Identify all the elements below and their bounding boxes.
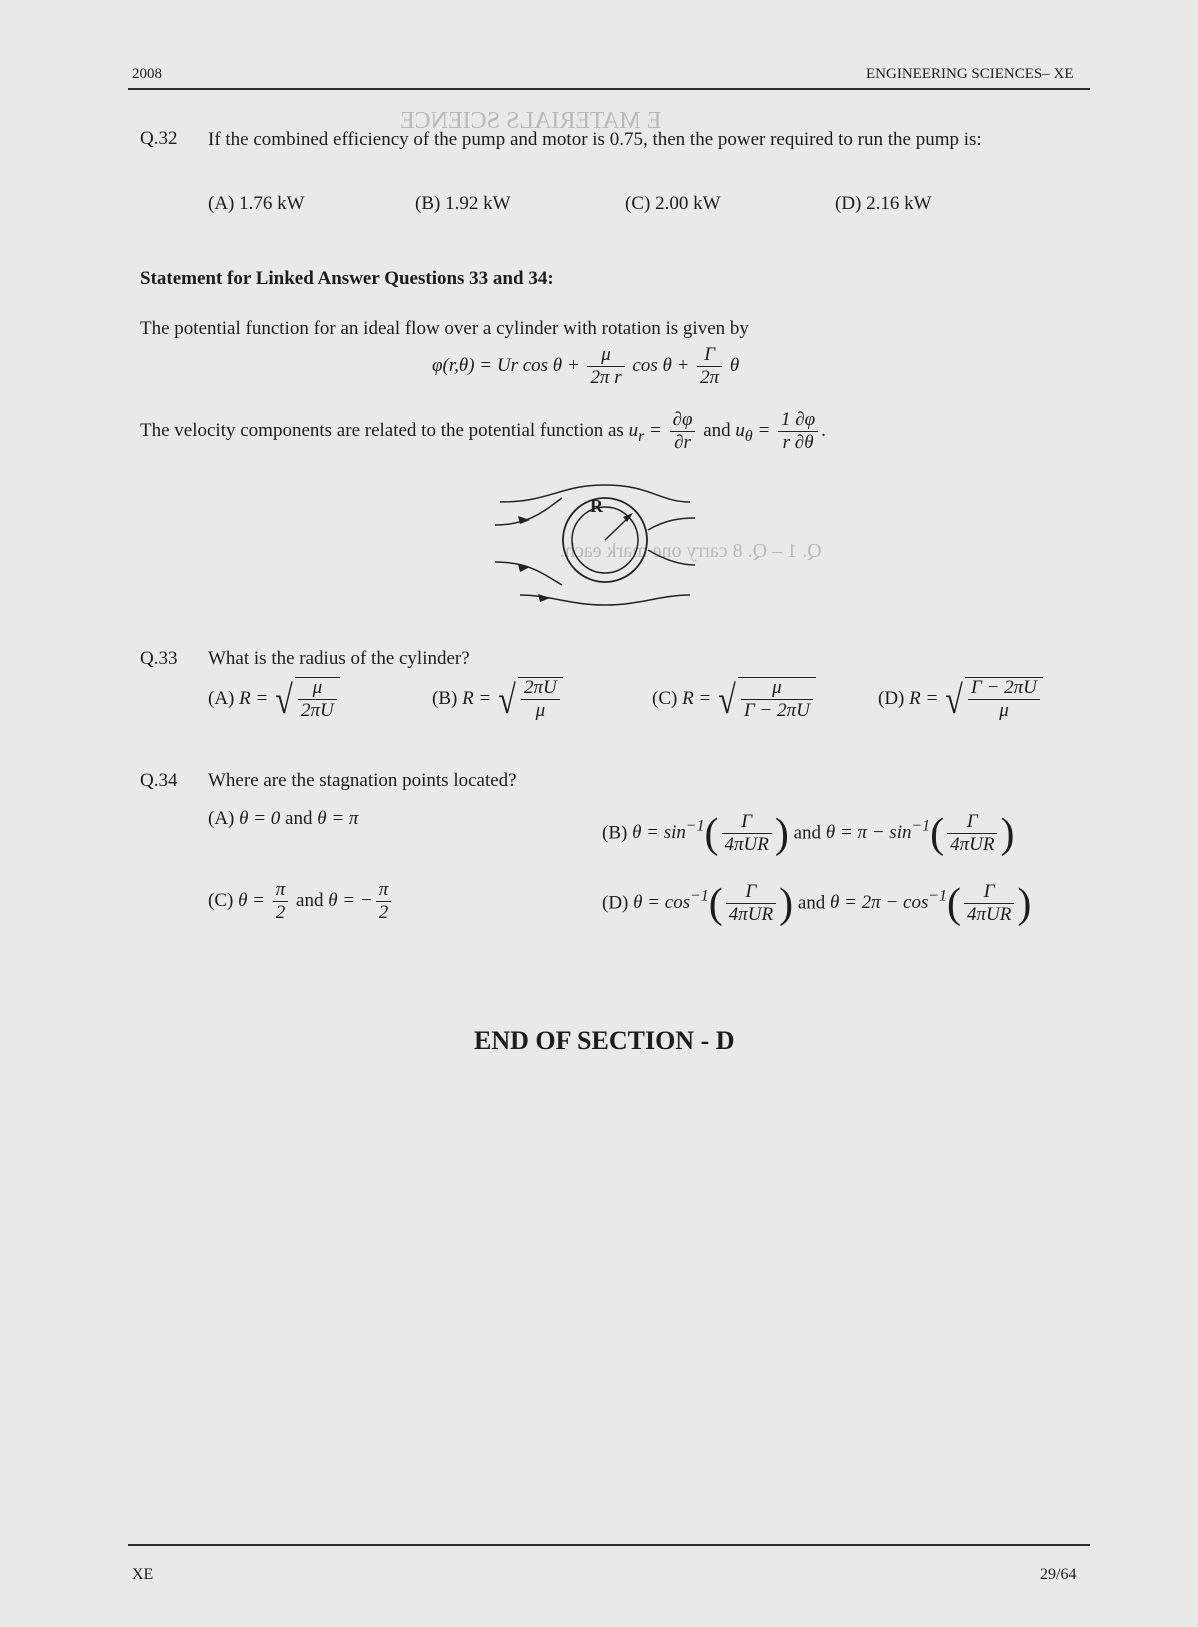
streamline-right-upper — [648, 518, 695, 530]
q33-option-d: (D) R = √ $\frac{\Gamma - 2\pi U}{\mu}$ — [878, 676, 1043, 723]
q34-option-a: (A) θ = 0 and θ = π — [208, 808, 359, 829]
q34-number: Q.34 — [140, 770, 178, 791]
velocity-line: The velocity components are related to the potential function as $u_r$ = $\frac{\partial\varphi}{\partial r}$ and $u_\theta$ = $\frac{1 \partial\varphi}{r \partial\theta}$ . — [140, 409, 826, 453]
q33-number: Q.33 — [140, 648, 178, 669]
q34-option-d: (D) $\theta = \cos^{-1}$( $\frac{\Gamma}{\text{4πUR}}$ ) and $\theta = 2\pi - \cos^{-1}$( $\frac{\Gamma}{\text{4πUR}}$ ) — [602, 881, 1032, 927]
header-rule — [128, 88, 1090, 90]
radius-label: R — [590, 496, 603, 516]
bleed-through-heading: E MATERIALS SCIENCE — [400, 108, 662, 134]
footer-rule — [128, 1544, 1090, 1546]
q32-option-b: (B) 1.92 kW — [415, 193, 511, 214]
q34-option-b: (B) $\theta = \sin^{-1}$( $\frac{\Gamma}{\text{4πUR}}$ ) and $\theta = \pi - \sin^{-1}$( $\frac{\Gamma}{\text{4πUR}}$ ) — [602, 811, 1015, 857]
linked-statement: The potential function for an ideal flow over a cylinder with rotation is given by — [140, 318, 749, 339]
header-year: 2008 — [132, 66, 162, 82]
radius-line — [605, 517, 629, 540]
cylinder-flow-diagram — [490, 480, 700, 610]
potential-equation: φ(r,θ) = Ur cos θ + $\frac{\mu}{\text{2π r}}$ cos θ + $\frac{\Gamma}{2\pi}$ θ — [432, 344, 740, 388]
q33-option-c: (C) R = √ $\frac{\mu}{\Gamma - 2\pi U}$ — [652, 676, 816, 723]
footer-page: 29/64 — [1040, 1566, 1077, 1583]
header-title: ENGINEERING SCIENCES– XE — [866, 66, 1074, 82]
velocity-text: The velocity components are related to the potential function as — [140, 420, 624, 442]
q33-option-b: (B) R = √ $\frac{2\pi U}{\mu}$ — [432, 676, 563, 723]
velocity-and: and — [703, 420, 731, 442]
q33-option-a: (A) R = √ $\frac{\mu}{2\pi U}$ — [208, 676, 340, 723]
q32-text: If the combined efficiency of the pump and motor is 0.75, then the power required to run the pump is: — [208, 129, 982, 150]
footer-code: XE — [132, 1566, 154, 1583]
bleed-through-subheading: Q. 1 – Q. 8 carry one mark each. — [560, 540, 822, 562]
q32-option-c: (C) 2.00 kW — [625, 193, 721, 214]
streamline-lower — [495, 562, 562, 585]
arrow-head-3 — [538, 594, 550, 602]
q33-text: What is the radius of the cylinder? — [208, 648, 470, 669]
arrow-head-1 — [518, 516, 530, 524]
end-of-section: END OF SECTION - D — [474, 1026, 735, 1055]
q32-option-a: (A) 1.76 kW — [208, 193, 305, 214]
q34-text: Where are the stagnation points located? — [208, 770, 517, 791]
q32-number: Q.32 — [140, 128, 178, 149]
streamline-right-lower — [648, 550, 695, 565]
linked-heading: Statement for Linked Answer Questions 33 and 34: — [140, 268, 554, 289]
q34-option-c: (C) θ = $\frac{\pi}{2}$ and θ = − $\frac{\pi}{2}$ — [208, 880, 394, 924]
q32-option-d: (D) 2.16 kW — [835, 193, 932, 214]
